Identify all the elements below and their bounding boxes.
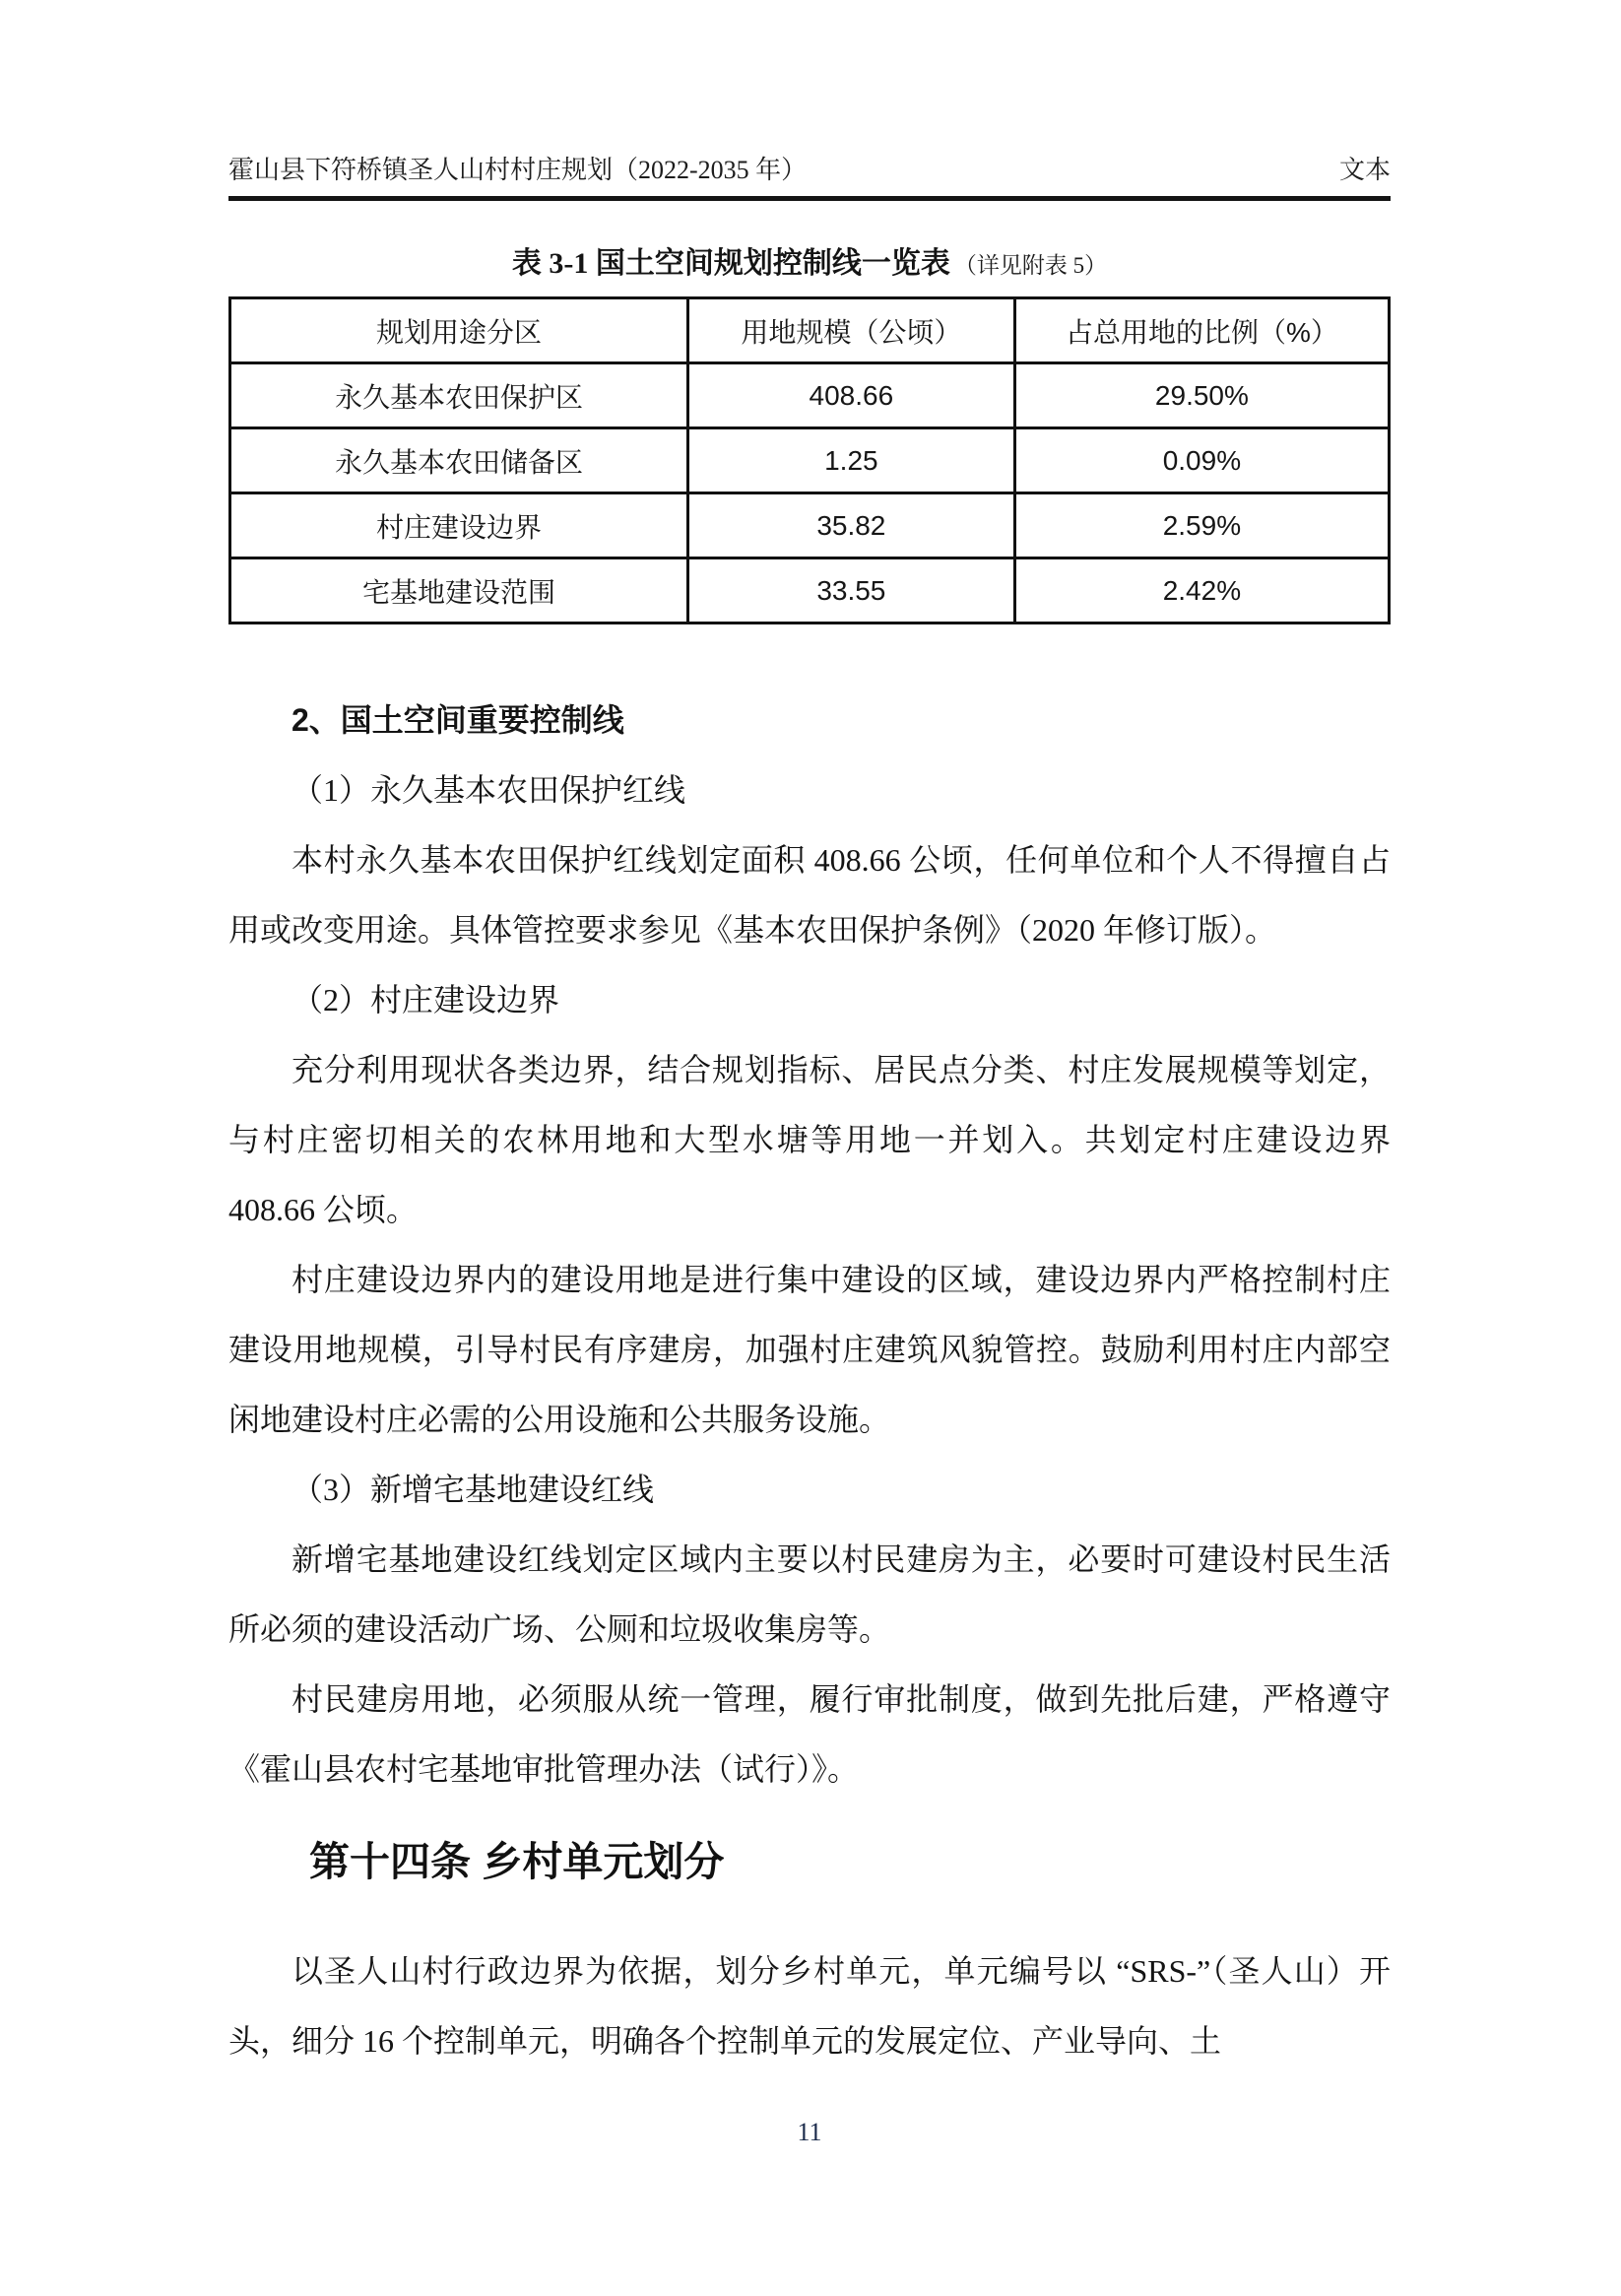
table-cell-ratio: 0.09% bbox=[1014, 428, 1389, 493]
running-header bbox=[228, 150, 1391, 201]
table-row bbox=[230, 493, 1390, 558]
table-cell-zone: 宅基地建设范围 bbox=[230, 558, 688, 623]
table-row bbox=[230, 363, 1390, 428]
page-content bbox=[228, 0, 1391, 2147]
paragraph-village-boundary-1: 充分利用现状各类边界，结合规划指标、居民点分类、村庄发展规模等划定，与村庄密切相关的农林用地和大型水塘等用地一并划入。共划定村庄建设边界 408.66 公顷。 bbox=[228, 1052, 1391, 1227]
paragraph-village-boundary-2: 村庄建设边界内的建设用地是进行集中建设的区域，建设边界内严格控制村庄建设用地规模，引导村民有序建房，加强村庄建筑风貌管控。鼓励利用村庄内部空闲地建设村庄必需的公用设施和公共服务设施。 bbox=[228, 1262, 1391, 1437]
table-cell-area: 33.55 bbox=[687, 558, 1014, 623]
article-14-heading: 第十四条 乡村单元划分 bbox=[309, 1839, 725, 1884]
table-cell-area: 1.25 bbox=[687, 428, 1014, 493]
column-header: 占总用地的比例（%） bbox=[1014, 298, 1389, 363]
header-document-title: 霍山县下符桥镇圣人山村村庄规划（2022-2035 年） bbox=[228, 156, 808, 184]
table-cell-zone: 永久基本农田储备区 bbox=[230, 428, 688, 493]
paragraph-farmland-redline: 本村永久基本农田保护红线划定面积 408.66 公顷，任何单位和个人不得擅自占用或改变用途。具体管控要求参见《基本农田保护条例》（2020 年修订版）。 bbox=[228, 842, 1391, 948]
header-doc-type-label: 文本 bbox=[1338, 156, 1391, 184]
column-header: 用地规模（公顷） bbox=[687, 298, 1014, 363]
sub-heading-1: （1）永久基本农田保护红线 bbox=[292, 772, 686, 808]
section-heading-2: 2、国土空间重要控制线 bbox=[292, 702, 624, 738]
table-cell-zone: 村庄建设边界 bbox=[230, 493, 688, 558]
paragraph-homestead-redline-1: 新增宅基地建设红线划定区域内主要以村民建房为主，必要时可建设村民生活所必须的建设活动广场、公厕和垃圾收集房等。 bbox=[228, 1542, 1391, 1647]
sub-heading-3: （3）新增宅基地建设红线 bbox=[292, 1472, 655, 1507]
table-cell-area: 408.66 bbox=[687, 363, 1014, 428]
table-cell-ratio: 2.59% bbox=[1014, 493, 1389, 558]
body-text bbox=[228, 686, 1391, 2076]
paragraph-rural-units: 以圣人山村行政边界为依据，划分乡村单元，单元编号以 “SRS-”（圣人山）开头，细分 16 个控制单元，明确各个控制单元的发展定位、产业导向、土 bbox=[228, 1953, 1391, 2059]
page-number: 11 bbox=[797, 2118, 822, 2146]
table-cell-zone: 永久基本农田保护区 bbox=[230, 363, 688, 428]
table-row bbox=[230, 558, 1390, 623]
table-header-row bbox=[230, 298, 1390, 363]
column-header: 规划用途分区 bbox=[230, 298, 688, 363]
table-cell-area: 35.82 bbox=[687, 493, 1014, 558]
paragraph-homestead-redline-2: 村民建房用地，必须服从统一管理，履行审批制度，做到先批后建，严格遵守《霍山县农村宅基地审批管理办法（试行）》。 bbox=[228, 1681, 1391, 1787]
table-caption-title: 表 3-1 国土空间规划控制线一览表 bbox=[511, 247, 950, 280]
table-caption bbox=[228, 244, 1391, 289]
control-lines-table bbox=[228, 296, 1391, 624]
table-cell-ratio: 2.42% bbox=[1014, 558, 1389, 623]
table-row bbox=[230, 428, 1390, 493]
table-caption-note: （详见附表 5） bbox=[953, 253, 1108, 278]
sub-heading-2: （2）村庄建设边界 bbox=[292, 982, 560, 1017]
table-cell-ratio: 29.50% bbox=[1014, 363, 1389, 428]
